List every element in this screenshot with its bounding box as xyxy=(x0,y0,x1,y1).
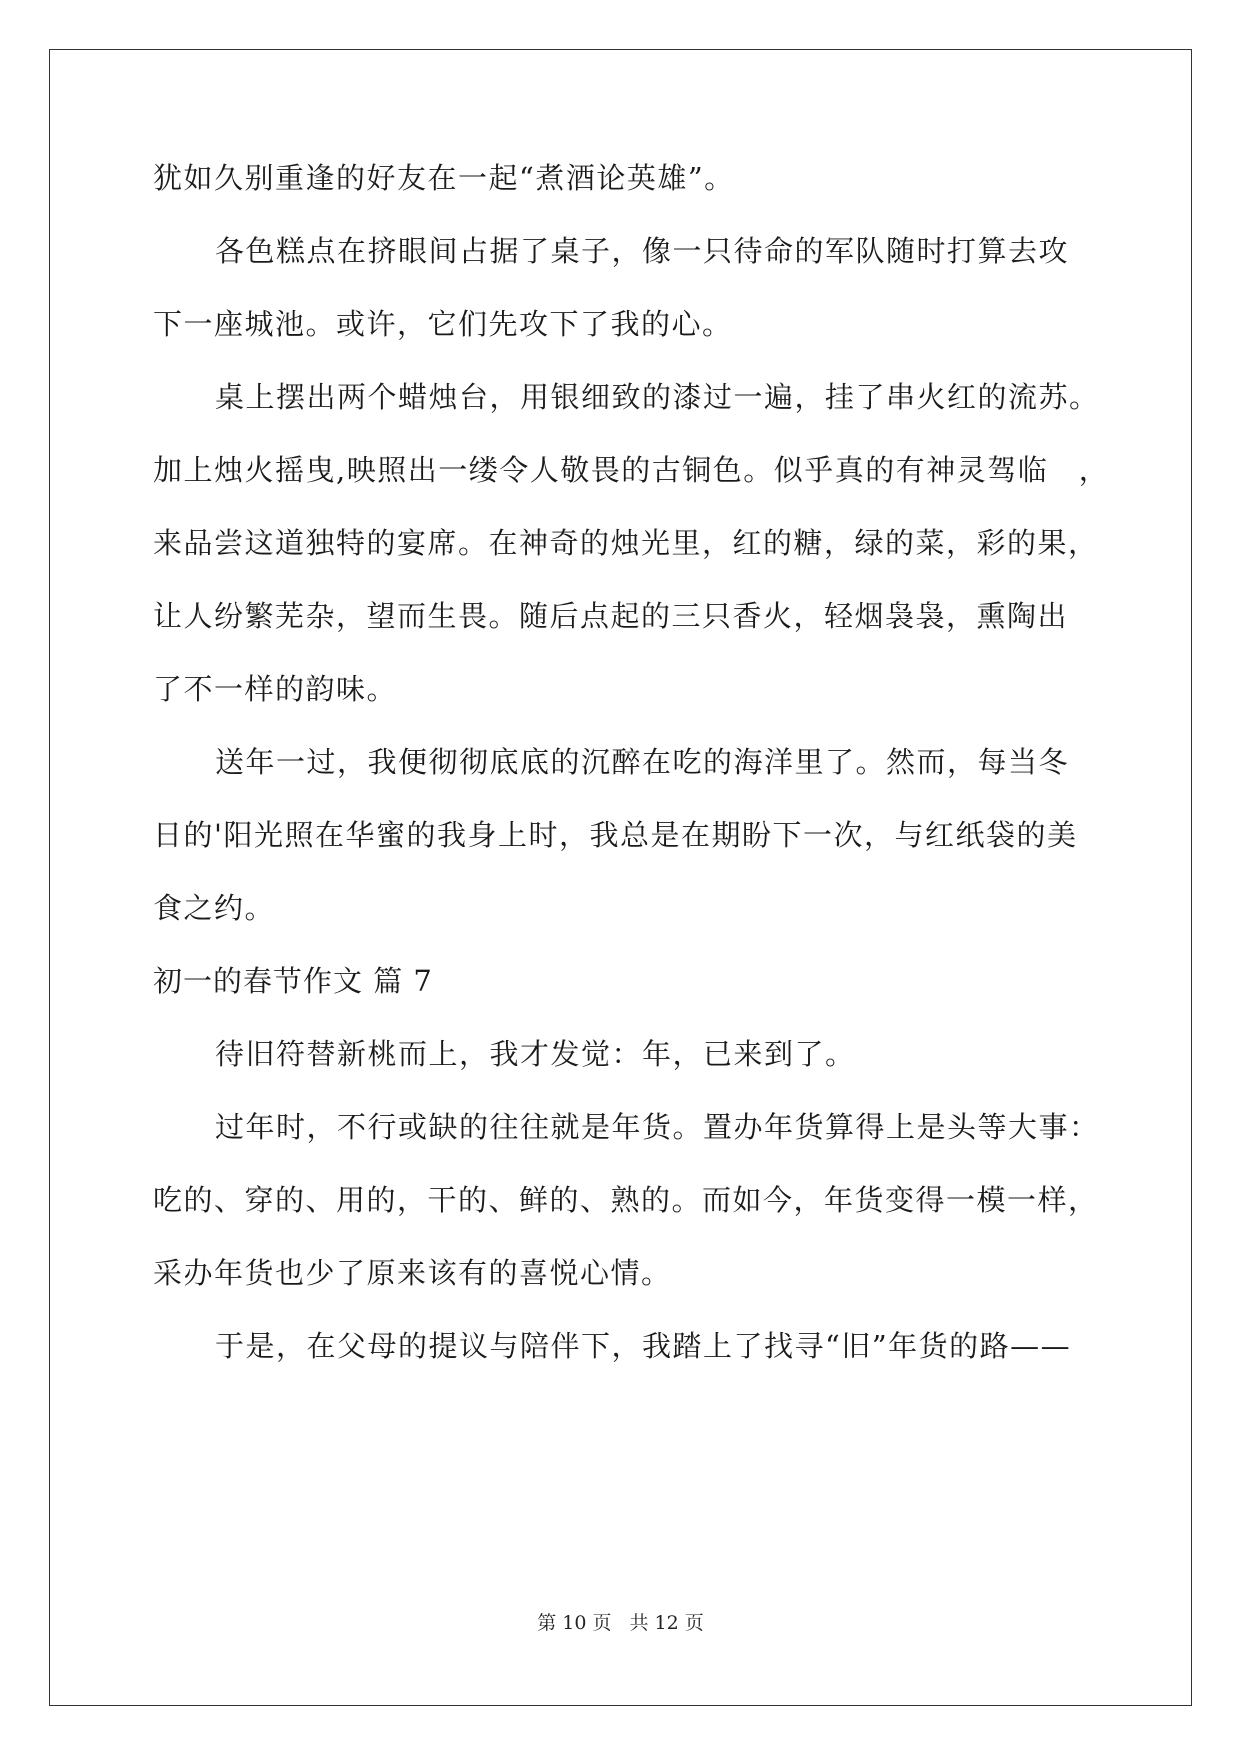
text-line: 过年时，不行或缺的往往就是年货。置办年货算得上是头等大事： xyxy=(215,1110,1100,1144)
text-line: 来品尝这道独特的宴席。在神奇的烛光里，红的糖，绿的菜，彩的果， xyxy=(153,526,1099,560)
text-line: 犹如久别重逢的好友在一起“煮酒论英雄”。 xyxy=(153,161,735,195)
page-border xyxy=(49,49,1192,1706)
text-line: 桌上摆出两个蜡烛台，用银细致的漆过一遍，挂了串火红的流苏。 xyxy=(215,380,1100,414)
text-line: 食之约。 xyxy=(153,891,276,925)
text-line: 加上烛火摇曳,映照出一缕令人敬畏的古铜色。似乎真的有神灵驾临 ， xyxy=(153,453,1110,487)
text-line: 让人纷繁芜杂，望而生畏。随后点起的三只香火，轻烟袅袅，熏陶出 xyxy=(153,599,1069,633)
text-line: 日的'阳光照在华蜜的我身上时，我总是在期盼下一次，与红纸袋的美 xyxy=(153,818,1078,852)
text-line: 下一座城池。或许，它们先攻下了我的心。 xyxy=(153,307,733,341)
text-line: 了不一样的韵味。 xyxy=(153,672,398,706)
text-line: 各色糕点在挤眼间占据了桌子，像一只待命的军队随时打算去攻 xyxy=(215,234,1070,268)
text-line: 待旧符替新桃而上，我才发觉：年，已来到了。 xyxy=(215,1037,856,1071)
section-heading: 初一的春节作文 篇 7 xyxy=(153,964,433,998)
text-line: 采办年货也少了原来该有的喜悦心情。 xyxy=(153,1256,672,1290)
text-line: 于是，在父母的提议与陪伴下，我踏上了找寻“旧”年货的路—— xyxy=(215,1329,1072,1363)
page-total: 共 12 页 xyxy=(629,1612,704,1634)
text-line: 吃的、穿的、用的，干的、鲜的、熟的。而如今，年货变得一模一样， xyxy=(153,1183,1099,1217)
page-number: 第 10 页 xyxy=(537,1612,612,1634)
text-line: 送年一过，我便彻彻底底的沉醉在吃的海洋里了。然而，每当冬 xyxy=(215,745,1070,779)
page-footer xyxy=(0,1611,1241,1635)
